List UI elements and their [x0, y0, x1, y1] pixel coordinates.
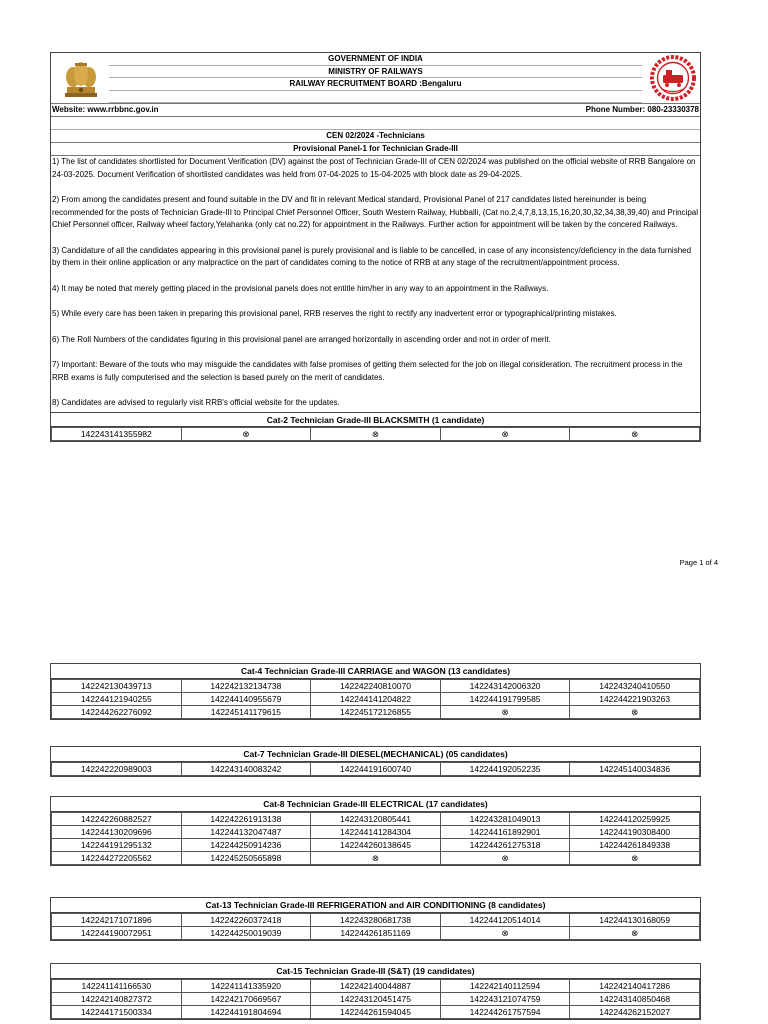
roll-number: ⊗ — [570, 852, 700, 865]
category-block-cat-8 — [50, 796, 701, 866]
roll-table — [51, 979, 700, 1019]
roll-number: 142244120259925 — [570, 813, 700, 826]
roll-number: 142242140417286 — [570, 980, 700, 993]
roll-number: ⊗ — [570, 706, 700, 719]
table-row — [52, 693, 700, 706]
roll-number: 142242220989003 — [52, 763, 182, 776]
letterhead — [51, 53, 700, 104]
roll-number: 142244191804694 — [181, 1006, 311, 1019]
roll-number: 142244130168059 — [570, 914, 700, 927]
roll-number: 142245140034836 — [570, 763, 700, 776]
roll-number: 142244191600740 — [311, 763, 441, 776]
category-block-cat-13 — [50, 897, 701, 941]
roll-number: 142244260138645 — [311, 839, 441, 852]
roll-number: 142243280681738 — [311, 914, 441, 927]
roll-number: 142243140850468 — [570, 993, 700, 1006]
paragraph-7: 7) Important: Beware of the touts who may misguide the candidates with false promises of getting them selected for the job on illegal consideration. The recruitment process in the RRB exams is fully computerised and the selection is based purely on the merit of candidates. — [52, 360, 683, 382]
roll-table — [51, 913, 700, 940]
roll-number: 142244261594045 — [311, 1006, 441, 1019]
paragraph-2: 2) From among the candidates present and found suitable in the DV and fit in relevant Medical standard, Provisional Panel of 217 candidates listed hereinunder is being recommended for the posts of Technician Grade-III to Principal Chief Personnel Officer, South Western Railway, Hubballi, (Cat no.2,4,7,8,13,15,16,20,30,32,34,38,39,40) and Principal Chief Personnel officer, Railway wheel factory,Yelahanka (only cat no.22) for appointment in the Railways. Further action for appointment will be taken by the concered Railways. — [52, 195, 698, 229]
category-title: Cat-7 Technician Grade-III DIESEL(MECHANICAL) (05 candidates) — [51, 747, 700, 762]
category-title: Cat-13 Technician Grade-III REFRIGERATION and AIR CONDITIONING (8 candidates) — [51, 898, 700, 913]
roll-number: 142244261275318 — [440, 839, 570, 852]
roll-number: 142244141204822 — [311, 693, 441, 706]
roll-number: 142242240810070 — [311, 680, 441, 693]
panel-title: Provisional Panel-1 for Technician Grade-III — [51, 143, 700, 156]
roll-number: 142243281049013 — [440, 813, 570, 826]
cen-title: CEN 02/2024 -Technicians — [51, 130, 700, 143]
category-title: Cat-2 Technician Grade-III BLACKSMITH (1 candidate) — [51, 412, 700, 427]
roll-number: 142244121940255 — [52, 693, 182, 706]
roll-number: 142243140083242 — [181, 763, 311, 776]
roll-number: 142244272205562 — [52, 852, 182, 865]
roll-number: 142244261849338 — [570, 839, 700, 852]
category-block-cat-7 — [50, 746, 701, 777]
indian-railways-logo-icon — [650, 55, 696, 101]
header-blank — [109, 91, 642, 104]
paragraph-5: 5) While every care has been taken in preparing this provisional panel, RRB reserves the right to rectify any inadvertent error or typographical/printing mistakes. — [52, 309, 617, 318]
category-block-cat-15 — [50, 963, 701, 1020]
roll-number: 142244192052235 — [440, 763, 570, 776]
roll-table — [51, 427, 700, 441]
website-link[interactable]: Website: www.rrbbnc.gov.in — [52, 105, 159, 114]
roll-number: 142243141355982 — [52, 427, 182, 440]
roll-number: 142244171500334 — [52, 1006, 182, 1019]
roll-number: ⊗ — [311, 427, 441, 440]
category-title: Cat-15 Technician Grade-III (S&T) (19 candidates) — [51, 964, 700, 979]
phone-number: Phone Number: 080-23330378 — [585, 105, 699, 114]
roll-number: 142244190308400 — [570, 826, 700, 839]
roll-number: 142244130209696 — [52, 826, 182, 839]
roll-number: 142244132047487 — [181, 826, 311, 839]
paragraph-4: 4) It may be noted that merely getting placed in the provisional panels does not entitle him/her in any way to an appointment in the Railways. — [52, 283, 549, 293]
roll-number: ⊗ — [570, 427, 700, 440]
roll-number: 142242261913138 — [181, 813, 311, 826]
paragraph-8: 8) Candidates are advised to regularly visit RRB's official website for the updates. — [52, 398, 340, 407]
header-line-2: MINISTRY OF RAILWAYS — [109, 66, 642, 79]
roll-number: 142242140112594 — [440, 980, 570, 993]
national-emblem-icon — [61, 57, 101, 99]
roll-number: 142243120805441 — [311, 813, 441, 826]
roll-table — [51, 679, 700, 719]
roll-number: 142243121074759 — [440, 993, 570, 1006]
table-row — [52, 914, 700, 927]
table-row — [52, 763, 700, 776]
paragraph-3: 3) Candidature of all the candidates appearing in this provisional panel is purely provisional and is liable to be cancelled, in case of any inconsistency/deficiency in the data furnished by them in their online application or any malpractice on the part of candidates coming to the notice of RRB at any stage of the recruitment/appointment process. — [52, 245, 692, 267]
roll-number: 142242171071896 — [52, 914, 182, 927]
roll-number: 142242170669567 — [181, 993, 311, 1006]
roll-number: 142243142006320 — [440, 680, 570, 693]
paragraph-1: 1) The list of candidates shortlisted for Document Verification (DV) against the post of Technician Grade-III of CEN 02/2024 was published on the official website of RRB Bangalore on 24-03-2025. Document Verification of shortlisted candidates was held from 07-04-2025 to 15-04-2025 with block date as 29-04-2025. — [52, 157, 696, 179]
table-row — [52, 839, 700, 852]
roll-number: 142244120514014 — [440, 914, 570, 927]
category-title: Cat-8 Technician Grade-III ELECTRICAL (17 candidates) — [51, 797, 700, 812]
roll-number: ⊗ — [570, 927, 700, 940]
roll-number: 142244250019039 — [181, 927, 311, 940]
roll-number: ⊗ — [440, 706, 570, 719]
roll-number: 142244140955679 — [181, 693, 311, 706]
roll-number: 142244190072951 — [52, 927, 182, 940]
roll-number: ⊗ — [440, 852, 570, 865]
instructions — [51, 156, 700, 410]
category-block-cat-4 — [50, 663, 701, 720]
roll-table — [51, 812, 700, 865]
header-line-3: RAILWAY RECRUITMENT BOARD :Bengaluru — [109, 78, 642, 91]
table-row — [52, 852, 700, 865]
roll-number: ⊗ — [311, 852, 441, 865]
roll-number: 142243240410550 — [570, 680, 700, 693]
table-row — [52, 706, 700, 719]
table-row — [52, 993, 700, 1006]
table-row — [52, 980, 700, 993]
roll-number: 142244191295132 — [52, 839, 182, 852]
paragraph-6: 6) The Roll Numbers of the candidates figuring in this provisional panel are arranged horizontally in ascending order and not in order of merit. — [52, 334, 551, 344]
table-row — [52, 680, 700, 693]
table-row — [52, 1006, 700, 1019]
roll-number: 142242260882527 — [52, 813, 182, 826]
notice-page-1 — [50, 52, 701, 442]
roll-number: 142242132134738 — [181, 680, 311, 693]
roll-number: 142245141179615 — [181, 706, 311, 719]
contact-row — [51, 104, 700, 117]
category-title: Cat-4 Technician Grade-III CARRIAGE and WAGON (13 candidates) — [51, 664, 700, 679]
roll-number: ⊗ — [440, 927, 570, 940]
table-row — [52, 427, 700, 440]
roll-number: 142244191799585 — [440, 693, 570, 706]
header-line-1: GOVERNMENT OF INDIA — [109, 53, 642, 66]
roll-number: 142245250565898 — [181, 852, 311, 865]
roll-number: 142244262276092 — [52, 706, 182, 719]
roll-number: 142241141166530 — [52, 980, 182, 993]
roll-number: 142242140044887 — [311, 980, 441, 993]
roll-number: 142244250914236 — [181, 839, 311, 852]
roll-number: 142242130439713 — [52, 680, 182, 693]
roll-number: 142243120451475 — [311, 993, 441, 1006]
roll-table — [51, 762, 700, 776]
table-row — [52, 927, 700, 940]
roll-number: 142241141335920 — [181, 980, 311, 993]
roll-number: 142242260372418 — [181, 914, 311, 927]
roll-number: 142245172126855 — [311, 706, 441, 719]
roll-number: ⊗ — [181, 427, 311, 440]
roll-number: 142242140827372 — [52, 993, 182, 1006]
roll-number: 142244262152027 — [570, 1006, 700, 1019]
blank-row — [51, 117, 700, 130]
table-row — [52, 826, 700, 839]
roll-number: ⊗ — [440, 427, 570, 440]
roll-number: 142244161892901 — [440, 826, 570, 839]
roll-number: 142244261757594 — [440, 1006, 570, 1019]
page-number: Page 1 of 4 — [679, 558, 718, 567]
roll-number: 142244221903263 — [570, 693, 700, 706]
roll-number: 142244261851169 — [311, 927, 441, 940]
roll-number: 142244141284304 — [311, 826, 441, 839]
table-row — [52, 813, 700, 826]
